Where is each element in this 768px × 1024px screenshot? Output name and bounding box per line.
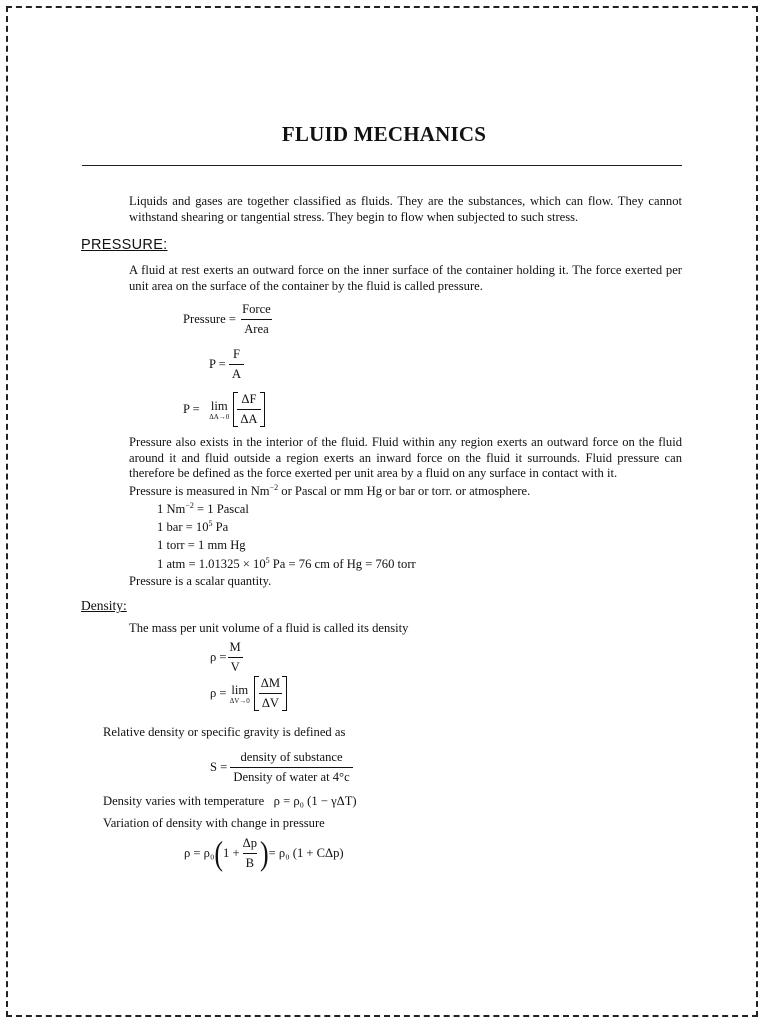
u4-text: 1 atm = 1.01325 × 10 xyxy=(157,557,266,571)
u1-exponent: −2 xyxy=(185,501,194,510)
lim-subscript: ΔV→0 xyxy=(229,696,250,705)
units-text: Pressure is measured in Nm xyxy=(129,484,270,498)
temp-text: Density varies with temperature xyxy=(103,794,265,808)
unit-conversion-2 xyxy=(157,519,228,535)
lim-label: lim xyxy=(210,398,228,413)
density-pressure-equation xyxy=(184,836,344,871)
units-text-rest: or Pascal or mm Hg or bar or torr. or atmosphere. xyxy=(278,484,531,498)
page-border xyxy=(6,6,758,1017)
u1-text: 1 Nm xyxy=(157,502,186,516)
density-heading: Density: xyxy=(81,598,127,613)
denominator: B xyxy=(243,853,257,871)
fraction xyxy=(240,836,260,871)
lim-subscript: ΔA→0 xyxy=(209,412,230,421)
pressure-equation xyxy=(183,302,274,337)
limit-operator xyxy=(230,683,250,705)
page-title: FLUID MECHANICS xyxy=(281,122,487,146)
numerator: Force xyxy=(242,302,271,316)
fraction xyxy=(239,302,274,337)
denominator: Density of water at 4°c xyxy=(230,767,352,785)
temp-equation: ρ = ρ₀ (1 − γΔT) xyxy=(273,794,357,808)
denominator: Area xyxy=(241,319,271,337)
u2-exponent: 5 xyxy=(208,519,213,528)
eq-lhs: ρ = xyxy=(210,650,227,664)
denominator: ΔV xyxy=(259,693,282,711)
relative-density-text: Relative density or specific gravity is defined as xyxy=(103,725,346,739)
pressure-interior-paragraph: Pressure also exists in the interior of the fluid. Fluid within any region exerts an outward force on the fluid around it and fluid outside a region exerts an inward force on the fluid it surrounds. Fluid pressure can therefore be defined as the force exerted per unit area by a fluid on any surface in contact with it. xyxy=(129,435,682,480)
pressure-definition: A fluid at rest exerts an outward force on the inner surface of the container holding it. The force exerted per unit area on the surface of the container by the fluid is called pressure. xyxy=(129,263,682,293)
numerator: ΔM xyxy=(260,676,281,690)
numerator: Δp xyxy=(242,836,257,850)
one-plus: 1 + xyxy=(223,846,240,860)
fraction xyxy=(229,347,244,382)
eq-lhs: P = xyxy=(183,402,200,416)
eq-lhs: ρ = ρ₀ xyxy=(184,846,215,860)
density-equation xyxy=(210,640,244,675)
units-exponent: −2 xyxy=(269,483,279,492)
density-temperature-line xyxy=(103,794,357,809)
fraction xyxy=(258,676,283,711)
u4-rest: Pa = 76 cm of Hg = 760 torr xyxy=(269,557,416,571)
fraction xyxy=(230,750,352,785)
numerator: ΔF xyxy=(241,392,257,406)
bracket-group xyxy=(254,676,287,711)
numerator: density of substance xyxy=(240,750,343,764)
fraction xyxy=(237,392,260,427)
eq-lhs: ρ = xyxy=(210,686,227,700)
bracket-group xyxy=(233,392,264,427)
lim-label: lim xyxy=(231,682,249,697)
numerator: M xyxy=(229,640,241,654)
pressure-limit-equation xyxy=(183,392,265,427)
unit-conversion-3: 1 torr = 1 mm Hg xyxy=(157,538,246,552)
density-pressure-text: Variation of density with change in pressure xyxy=(103,816,325,830)
unit-conversion-4 xyxy=(157,556,416,572)
title-divider xyxy=(82,165,682,166)
intro-paragraph: Liquids and gases are together classified as fluids. They are the substances, which can flow. They cannot withstand shearing or tangential stress. They begin to flow when subjected to such stress. xyxy=(129,194,682,224)
left-paren: ( xyxy=(214,834,224,872)
eq-lhs: S = xyxy=(210,760,228,774)
right-paren: ) xyxy=(260,834,269,872)
eq-rhs: = ρ₀ (1 + CΔp) xyxy=(268,846,344,860)
pressure-heading: PRESSURE: xyxy=(81,237,168,253)
fraction xyxy=(227,640,244,675)
pressure-scalar-note: Pressure is a scalar quantity. xyxy=(129,574,272,588)
unit-conversion-1 xyxy=(157,501,249,517)
density-definition: The mass per unit volume of a fluid is called its density xyxy=(129,621,409,635)
numerator: F xyxy=(233,347,241,361)
u1-rest: = 1 Pascal xyxy=(193,502,249,516)
specific-gravity-equation xyxy=(210,750,353,785)
denominator: A xyxy=(229,364,244,382)
u4-exponent: 5 xyxy=(265,556,270,565)
u2-text: 1 bar = 10 xyxy=(157,520,209,534)
pressure-units-line xyxy=(129,483,530,499)
limit-operator xyxy=(209,399,229,421)
denominator: ΔA xyxy=(237,409,260,427)
eq-lhs: P = xyxy=(209,357,226,371)
density-limit-equation xyxy=(210,676,287,711)
p-equals-f-over-a xyxy=(209,347,244,382)
denominator: V xyxy=(228,657,243,675)
eq-lhs: Pressure = xyxy=(183,312,236,326)
u2-rest: Pa xyxy=(212,520,229,534)
